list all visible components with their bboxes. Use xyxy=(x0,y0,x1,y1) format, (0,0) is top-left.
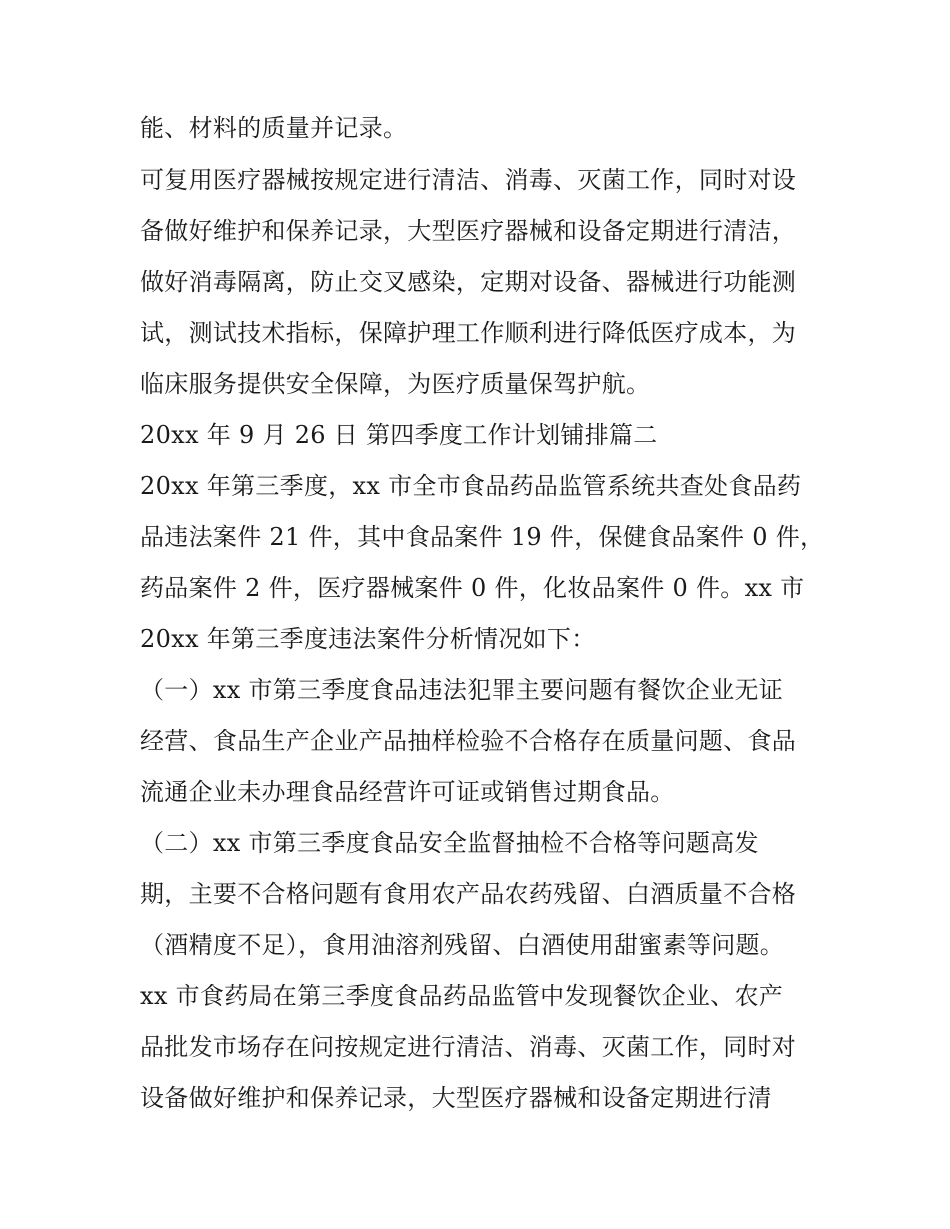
text-line: 备做好维护和保养记录，大型医疗器械和设备定期进行清洁， xyxy=(140,217,797,245)
text-line: （酒精度不足），食用油溶剂残留、白酒使用甜蜜素等问题。 xyxy=(140,931,785,959)
text-line: 设备做好维护和保养记录，大型医疗器械和设备定期进行清 xyxy=(140,1084,772,1112)
text-line: 做好消毒隔离，防止交叉感染，定期对设备、器械进行功能测 xyxy=(140,268,797,296)
text-line: 可复用医疗器械按规定进行清洁、消毒、灭菌工作，同时对设 xyxy=(140,166,797,194)
section-heading: 20xx 年 9 月 26 日 第四季度工作计划铺排篇二 xyxy=(140,421,658,449)
text-line: 品违法案件 21 件，其中食品案件 19 件，保健食品案件 0 件， xyxy=(140,523,825,551)
text-line: 品批发市场存在问按规定进行清洁、消毒、灭菌工作，同时对 xyxy=(140,1033,797,1061)
text-line: xx 市食药局在第三季度食品药品监管中发现餐饮企业、农产 xyxy=(140,982,784,1010)
text-line: 期，主要不合格问题有食用农产品农药残留、白酒质量不合格 xyxy=(140,880,797,908)
text-line: 经营、食品生产企业产品抽样检验不合格存在质量问题、食品 xyxy=(140,727,797,755)
text-line: 药品案件 2 件，医疗器械案件 0 件，化妆品案件 0 件。xx 市 xyxy=(140,574,805,602)
text-line: 试，测试技术指标，保障护理工作顺利进行降低医疗成本，为 xyxy=(140,319,797,347)
text-line: 20xx 年第三季度违法案件分析情况如下： xyxy=(140,625,596,653)
text-line: 能、材料的质量并记录。 xyxy=(140,114,408,142)
text-line: （一）xx 市第三季度食品违法犯罪主要问题有餐饮企业无证 xyxy=(140,676,784,704)
text-line: （二）xx 市第三季度食品安全监督抽检不合格等问题高发 xyxy=(140,829,759,857)
text-line: 临床服务提供安全保障，为医疗质量保驾护航。 xyxy=(140,370,651,398)
text-line: 20xx 年第三季度，xx 市全市食品药品监管系统共查处食品药 xyxy=(140,472,802,500)
text-line: 流通企业未办理食品经营许可证或销售过期食品。 xyxy=(140,778,675,806)
